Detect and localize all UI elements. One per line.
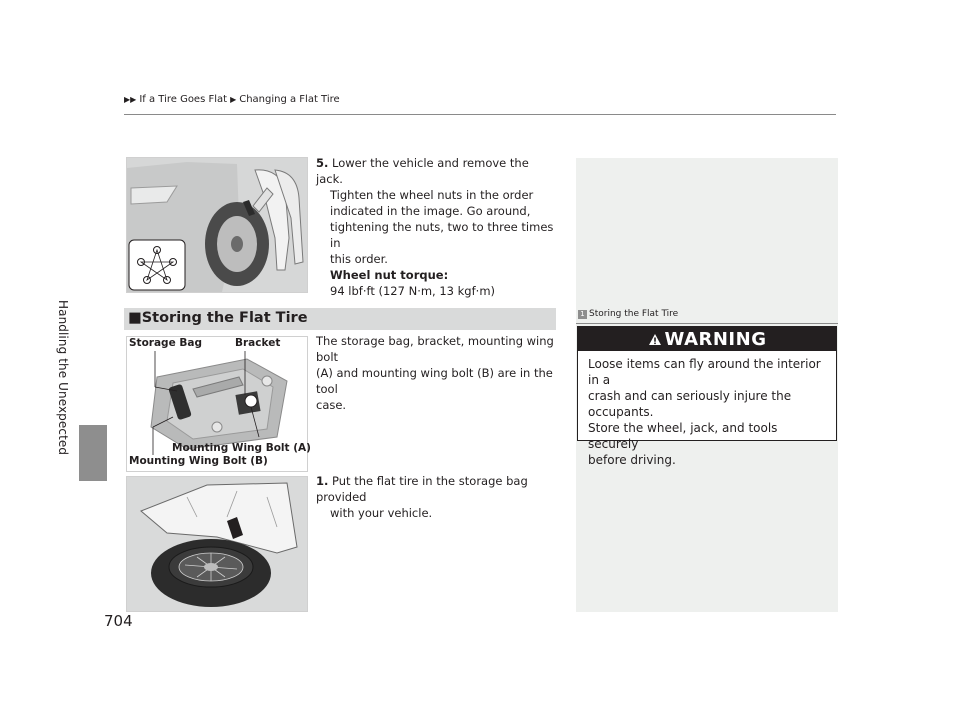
note-title: Storing the Flat Tire xyxy=(589,309,679,319)
intro-line: The storage bag, bracket, mounting wing bolt xyxy=(316,334,554,364)
storage-intro xyxy=(316,333,556,413)
step-number: 1. xyxy=(316,474,329,488)
note-header xyxy=(578,309,678,319)
step-text-line: Lower the vehicle and remove the jack. xyxy=(316,156,529,186)
warning-line: Loose items can fly around the interior in a xyxy=(588,357,821,387)
step-text-line: Put the flat tire in the storage bag provided xyxy=(316,474,528,504)
breadcrumb-arrow-icon: ▶▶ xyxy=(124,95,137,104)
warning-triangle-icon xyxy=(648,333,662,346)
intro-line: (A) and mounting wing bolt (B) are in the tool xyxy=(316,366,553,396)
warning-line: crash and can seriously injure the xyxy=(588,389,792,403)
note-divider xyxy=(576,323,838,324)
section-marker-icon: ■ xyxy=(128,310,142,326)
breadcrumb-item[interactable]: Changing a Flat Tire xyxy=(239,94,340,105)
warning-text xyxy=(588,356,830,468)
step-text-line: indicated in the image. Go around, xyxy=(330,204,531,218)
step-text-line: tightening the nuts, two to three times in xyxy=(330,220,554,250)
warning-heading xyxy=(578,327,836,351)
label-wing-bolt-a: Mounting Wing Bolt (A) xyxy=(172,442,311,454)
step-text-line: this order. xyxy=(330,252,388,266)
step-5 xyxy=(316,155,556,299)
section-title: ■Storing the Flat Tire xyxy=(128,310,308,326)
chapter-tab[interactable] xyxy=(79,425,107,481)
breadcrumb-arrow-icon: ▶ xyxy=(230,95,237,104)
torque-value: 94 lbf·ft (127 N·m, 13 kgf·m) xyxy=(330,284,496,298)
header-divider xyxy=(124,114,836,115)
step-text-line: Tighten the wheel nuts in the order xyxy=(330,188,534,202)
chapter-side-label: Handling the Unexpected xyxy=(56,300,70,456)
warning-line: Store the wheel, jack, and tools securely xyxy=(588,421,778,451)
warning-line: occupants. xyxy=(588,405,654,419)
step-number: 5. xyxy=(316,156,329,170)
label-wing-bolt-b: Mounting Wing Bolt (B) xyxy=(129,455,268,467)
wheel-nut-illustration xyxy=(127,158,307,292)
breadcrumb xyxy=(124,94,340,105)
warning-line: before driving. xyxy=(588,453,676,467)
torque-label: Wheel nut torque: xyxy=(330,268,449,282)
intro-line: case. xyxy=(316,398,347,412)
step-1 xyxy=(316,473,556,521)
breadcrumb-item[interactable]: If a Tire Goes Flat xyxy=(139,94,228,105)
note-reference-icon: 1 xyxy=(578,310,587,319)
label-storage-bag: Storage Bag xyxy=(129,337,202,349)
step-text-line: with your vehicle. xyxy=(330,506,433,520)
warning-box xyxy=(577,326,837,467)
label-bracket: Bracket xyxy=(235,337,281,349)
page-number: 704 xyxy=(104,612,133,630)
warning-heading-text: WARNING xyxy=(664,328,767,350)
wheel-nut-figure xyxy=(126,157,308,293)
tire-bag-illustration xyxy=(127,477,307,611)
tire-bag-figure xyxy=(126,476,308,612)
